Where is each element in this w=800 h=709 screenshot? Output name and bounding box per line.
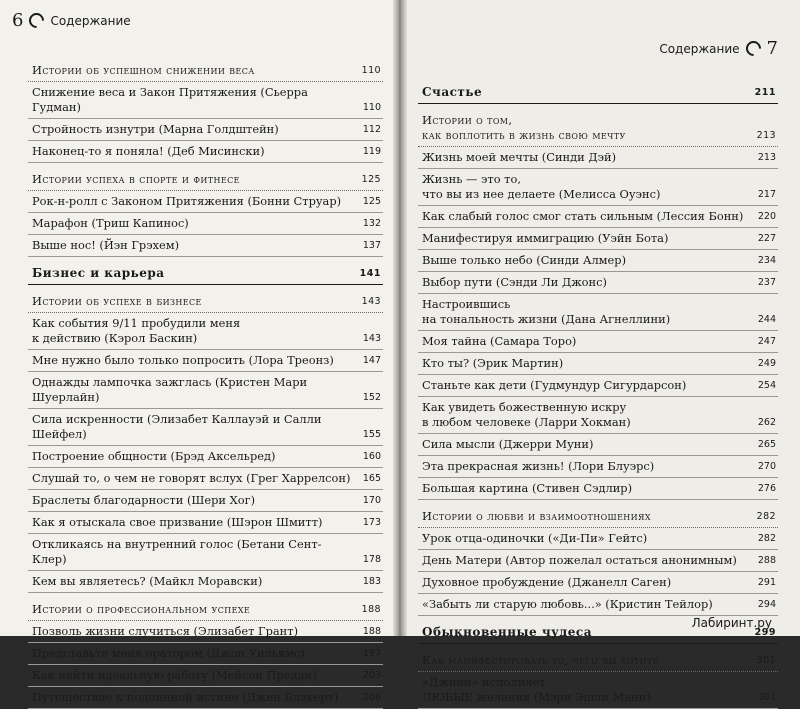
toc-entry xyxy=(418,272,778,294)
toc-entry xyxy=(418,550,778,572)
toc-entry-title: Настроившись xyxy=(422,297,511,311)
toc-entry-title: Выбор пути (Сэнди Ли Джонс) xyxy=(422,275,607,289)
toc-entry-title: «Джинн» исполняет xyxy=(422,675,546,689)
toc-entry-title: Как я отыскала свое призвание (Шэрон Шмитт) xyxy=(32,515,323,529)
toc-page-number: 294 xyxy=(757,599,776,610)
book-logo-icon xyxy=(742,38,763,59)
toc-page-number: 110 xyxy=(361,65,381,76)
toc-entry-title: «Забыть ли старую любовь...» (Кристин Тейлор) xyxy=(422,597,713,611)
toc-entry xyxy=(418,353,778,375)
toc-entry-title: Сила мысли (Джерри Муни) xyxy=(422,437,594,451)
toc-entry-title: Моя тайна (Самара Торо) xyxy=(422,334,577,348)
toc-page-number: 125 xyxy=(362,196,381,207)
toc-entry-title: Кем вы являетесь? (Майкл Моравски) xyxy=(32,574,263,588)
left-toc xyxy=(28,60,383,709)
toc-page-number: 197 xyxy=(362,648,381,659)
toc-entry xyxy=(28,446,383,468)
toc-entry-title-cont: в любом человеке (Ларри Хокман) xyxy=(422,415,631,429)
toc-entry xyxy=(28,687,383,709)
toc-entry xyxy=(28,313,383,350)
toc-entry-title: Истории о любви и взаимоотношениях xyxy=(422,509,652,523)
toc-entry xyxy=(418,478,778,500)
toc-entry-title: Рок-н-ролл с Законом Притяжения (Бонни Струар) xyxy=(32,194,342,208)
toc-entry xyxy=(418,206,778,228)
toc-page-number: 234 xyxy=(757,255,776,266)
toc-entry xyxy=(28,571,383,593)
toc-page-number: 249 xyxy=(757,358,776,369)
toc-entry-title: Как слабый голос смог стать сильным (Лессия Бонн) xyxy=(422,209,744,223)
right-page-number: 7 xyxy=(766,38,778,59)
toc-page-number: 265 xyxy=(757,439,776,450)
toc-page-number: 247 xyxy=(757,336,776,347)
toc-page-number: 227 xyxy=(757,233,776,244)
toc-entry xyxy=(28,643,383,665)
toc-entry-title: Урок отца-одиночки («Ди-Пи» Гейтс) xyxy=(422,531,648,545)
toc-entry-title: Жизнь — это то, xyxy=(422,172,521,186)
toc-section xyxy=(28,263,383,285)
toc-entry xyxy=(28,665,383,687)
toc-entry xyxy=(28,119,383,141)
toc-subsection xyxy=(28,60,383,82)
toc-page-number: 276 xyxy=(757,483,776,494)
toc-entry xyxy=(418,456,778,478)
toc-page-number: 170 xyxy=(362,495,381,506)
right-page xyxy=(400,0,800,704)
toc-entry xyxy=(28,512,383,534)
book-spine-gutter xyxy=(393,0,407,636)
toc-page-number: 270 xyxy=(757,461,776,472)
toc-entry xyxy=(418,434,778,456)
toc-entry-title: Мне нужно было только попросить (Лора Треонз) xyxy=(32,353,334,367)
toc-entry-title: Истории об успешном снижении веса xyxy=(32,63,255,77)
toc-entry xyxy=(418,147,778,169)
toc-page-number: 220 xyxy=(757,211,776,222)
toc-entry xyxy=(28,191,383,213)
toc-entry xyxy=(418,375,778,397)
toc-page-number: 211 xyxy=(754,87,776,98)
toc-entry-title: Построение общности (Брэд Аксельред) xyxy=(32,449,276,463)
toc-entry-title: Путешествие к подлинной истине (Джен Блэкерт) xyxy=(32,690,339,704)
toc-entry xyxy=(418,594,778,616)
toc-page-number: 160 xyxy=(362,451,381,462)
toc-page-number: 282 xyxy=(757,533,776,544)
toc-entry xyxy=(28,350,383,372)
toc-entry xyxy=(418,672,778,709)
toc-page-number: 301 xyxy=(757,692,776,703)
toc-page-number: 188 xyxy=(362,626,381,637)
toc-page-number: 282 xyxy=(756,511,776,522)
toc-entry-title: Позволь жизни случиться (Элизабет Грант) xyxy=(32,624,299,638)
toc-subsection xyxy=(28,291,383,313)
toc-page-number: 152 xyxy=(362,392,381,403)
toc-entry-title: Истории о профессиональном успехе xyxy=(32,602,251,616)
left-page xyxy=(0,0,398,704)
toc-page-number: 155 xyxy=(362,429,381,440)
toc-entry xyxy=(418,528,778,550)
toc-entry-title: Сила искренности (Элизабет Каллауэй и Салли Шейфел) xyxy=(32,412,322,441)
toc-entry-title-cont: к действию (Кэрол Баскин) xyxy=(32,331,198,345)
toc-entry xyxy=(28,409,383,446)
toc-page-number: 299 xyxy=(754,627,776,638)
toc-entry-title: Как увидеть божественную искру xyxy=(422,400,627,414)
watermark: Лабиринт.ру xyxy=(691,616,772,630)
toc-entry-title: Снижение веса и Закон Притяжения (Сьерра Гудман) xyxy=(32,85,308,114)
toc-entry xyxy=(28,534,383,571)
toc-entry-title: Станьте как дети (Гудмундур Сигурдарсон) xyxy=(422,378,687,392)
toc-page-number: 112 xyxy=(362,124,381,135)
toc-entry xyxy=(28,141,383,163)
left-running-header xyxy=(12,10,131,31)
toc-entry-title: Как найти идеальную работу (Мейсон Предди) xyxy=(32,668,317,682)
toc-entry-title: День Матери (Автор пожелал остаться анонимным) xyxy=(422,553,737,567)
toc-entry xyxy=(28,82,383,119)
toc-entry-title: Откликаясь на внутренний голос (Бетани Сент-Клер) xyxy=(32,537,322,566)
toc-entry xyxy=(28,235,383,257)
toc-entry-title: Духовное пробуждение (Джанелл Саген) xyxy=(422,575,672,589)
toc-subsection xyxy=(28,599,383,621)
toc-entry-title-cont: что вы из нее делаете (Мелисса Оуэнс) xyxy=(422,187,661,201)
right-header-label: Содержание xyxy=(659,41,740,56)
toc-entry-title: Истории о том, xyxy=(422,113,513,127)
toc-entry-title: Стройность изнутри (Марна Голдштейн) xyxy=(32,122,279,136)
toc-entry xyxy=(418,331,778,353)
toc-entry-title: Наконец-то я поняла! (Деб Мисински) xyxy=(32,144,265,158)
toc-page-number: 178 xyxy=(362,554,381,565)
right-running-header xyxy=(659,38,778,59)
toc-entry xyxy=(418,572,778,594)
toc-entry-title-cont: как воплотить в жизнь свою мечту xyxy=(422,128,626,142)
toc-subsection xyxy=(418,650,778,672)
toc-page-number: 110 xyxy=(362,102,381,113)
toc-page-number: 119 xyxy=(362,146,381,157)
toc-page-number: 206 xyxy=(362,692,381,703)
toc-page-number: 288 xyxy=(757,555,776,566)
toc-entry-title: Эта прекрасная жизнь! (Лори Блуэрс) xyxy=(422,459,655,473)
toc-entry-title: Кто ты? (Эрик Мартин) xyxy=(422,356,564,370)
toc-entry-title: Истории успеха в спорте и фитнесе xyxy=(32,172,240,186)
toc-entry xyxy=(418,294,778,331)
toc-entry-title: Большая картина (Стивен Сэдлир) xyxy=(422,481,633,495)
toc-page-number: 262 xyxy=(757,417,776,428)
toc-subsection xyxy=(418,506,778,528)
toc-page-number: 213 xyxy=(756,130,776,141)
toc-page-number: 203 xyxy=(362,670,381,681)
toc-page-number: 213 xyxy=(757,152,776,163)
left-page-number: 6 xyxy=(12,10,24,31)
left-header-label: Содержание xyxy=(50,13,131,28)
toc-page-number: 188 xyxy=(361,604,381,615)
toc-page-number: 183 xyxy=(362,576,381,587)
toc-page-number: 132 xyxy=(362,218,381,229)
toc-page-number: 143 xyxy=(362,333,381,344)
toc-subsection xyxy=(418,110,778,147)
toc-entry xyxy=(28,372,383,409)
toc-entry-title: Истории об успехе в бизнесе xyxy=(32,294,202,308)
toc-entry-title: Счастье xyxy=(422,85,483,99)
toc-entry-title: Как манифестировать то, чего вы хотите xyxy=(422,653,659,667)
toc-page-number: 137 xyxy=(362,240,381,251)
toc-entry-title: Марафон (Триш Капинос) xyxy=(32,216,189,230)
toc-entry-title: Представьте меня оратором (Джон Уильямс) xyxy=(32,646,305,660)
toc-page-number: 143 xyxy=(361,296,381,307)
toc-entry xyxy=(418,228,778,250)
toc-page-number: 217 xyxy=(757,189,776,200)
toc-section xyxy=(418,82,778,104)
book-logo-icon xyxy=(26,10,47,31)
toc-entry xyxy=(28,468,383,490)
toc-entry-title: Манифестируя иммиграцию (Уэйн Бота) xyxy=(422,231,669,245)
toc-entry-title: Слушай то, о чем не говорят вслух (Грег Харрелсон) xyxy=(32,471,351,485)
toc-subsection xyxy=(28,169,383,191)
right-toc xyxy=(418,76,778,709)
toc-entry xyxy=(418,250,778,272)
toc-entry-title: Браслеты благодарности (Шери Хог) xyxy=(32,493,256,507)
toc-entry-title: Однажды лампочка зажглась (Кристен Мари Шуерлайн) xyxy=(32,375,308,404)
toc-page-number: 165 xyxy=(362,473,381,484)
toc-entry xyxy=(28,490,383,512)
toc-entry xyxy=(418,169,778,206)
toc-page-number: 173 xyxy=(362,517,381,528)
toc-entry-title: Как события 9/11 пробудили меня xyxy=(32,316,241,330)
toc-page-number: 147 xyxy=(362,355,381,366)
toc-page-number: 301 xyxy=(756,655,776,666)
toc-entry-title-cont: ЛЮБЫЕ желания (Мэри Эшли Манн) xyxy=(422,690,651,704)
toc-entry-title: Жизнь моей мечты (Синди Дэй) xyxy=(422,150,617,164)
toc-entry xyxy=(28,213,383,235)
toc-page-number: 291 xyxy=(757,577,776,588)
toc-entry-title: Обыкновенные чудеса xyxy=(422,625,592,639)
toc-entry-title: Выше только небо (Синди Алмер) xyxy=(422,253,627,267)
toc-page-number: 244 xyxy=(757,314,776,325)
toc-entry-title: Выше нос! (Йэн Грэхем) xyxy=(32,238,180,252)
toc-entry xyxy=(28,621,383,643)
toc-page-number: 125 xyxy=(361,174,381,185)
toc-entry-title: Бизнес и карьера xyxy=(32,266,165,280)
toc-entry xyxy=(418,397,778,434)
toc-entry-title-cont: на тональность жизни (Дана Агнеллини) xyxy=(422,312,671,326)
toc-page-number: 237 xyxy=(757,277,776,288)
toc-page-number: 141 xyxy=(359,268,381,279)
toc-page-number: 254 xyxy=(757,380,776,391)
